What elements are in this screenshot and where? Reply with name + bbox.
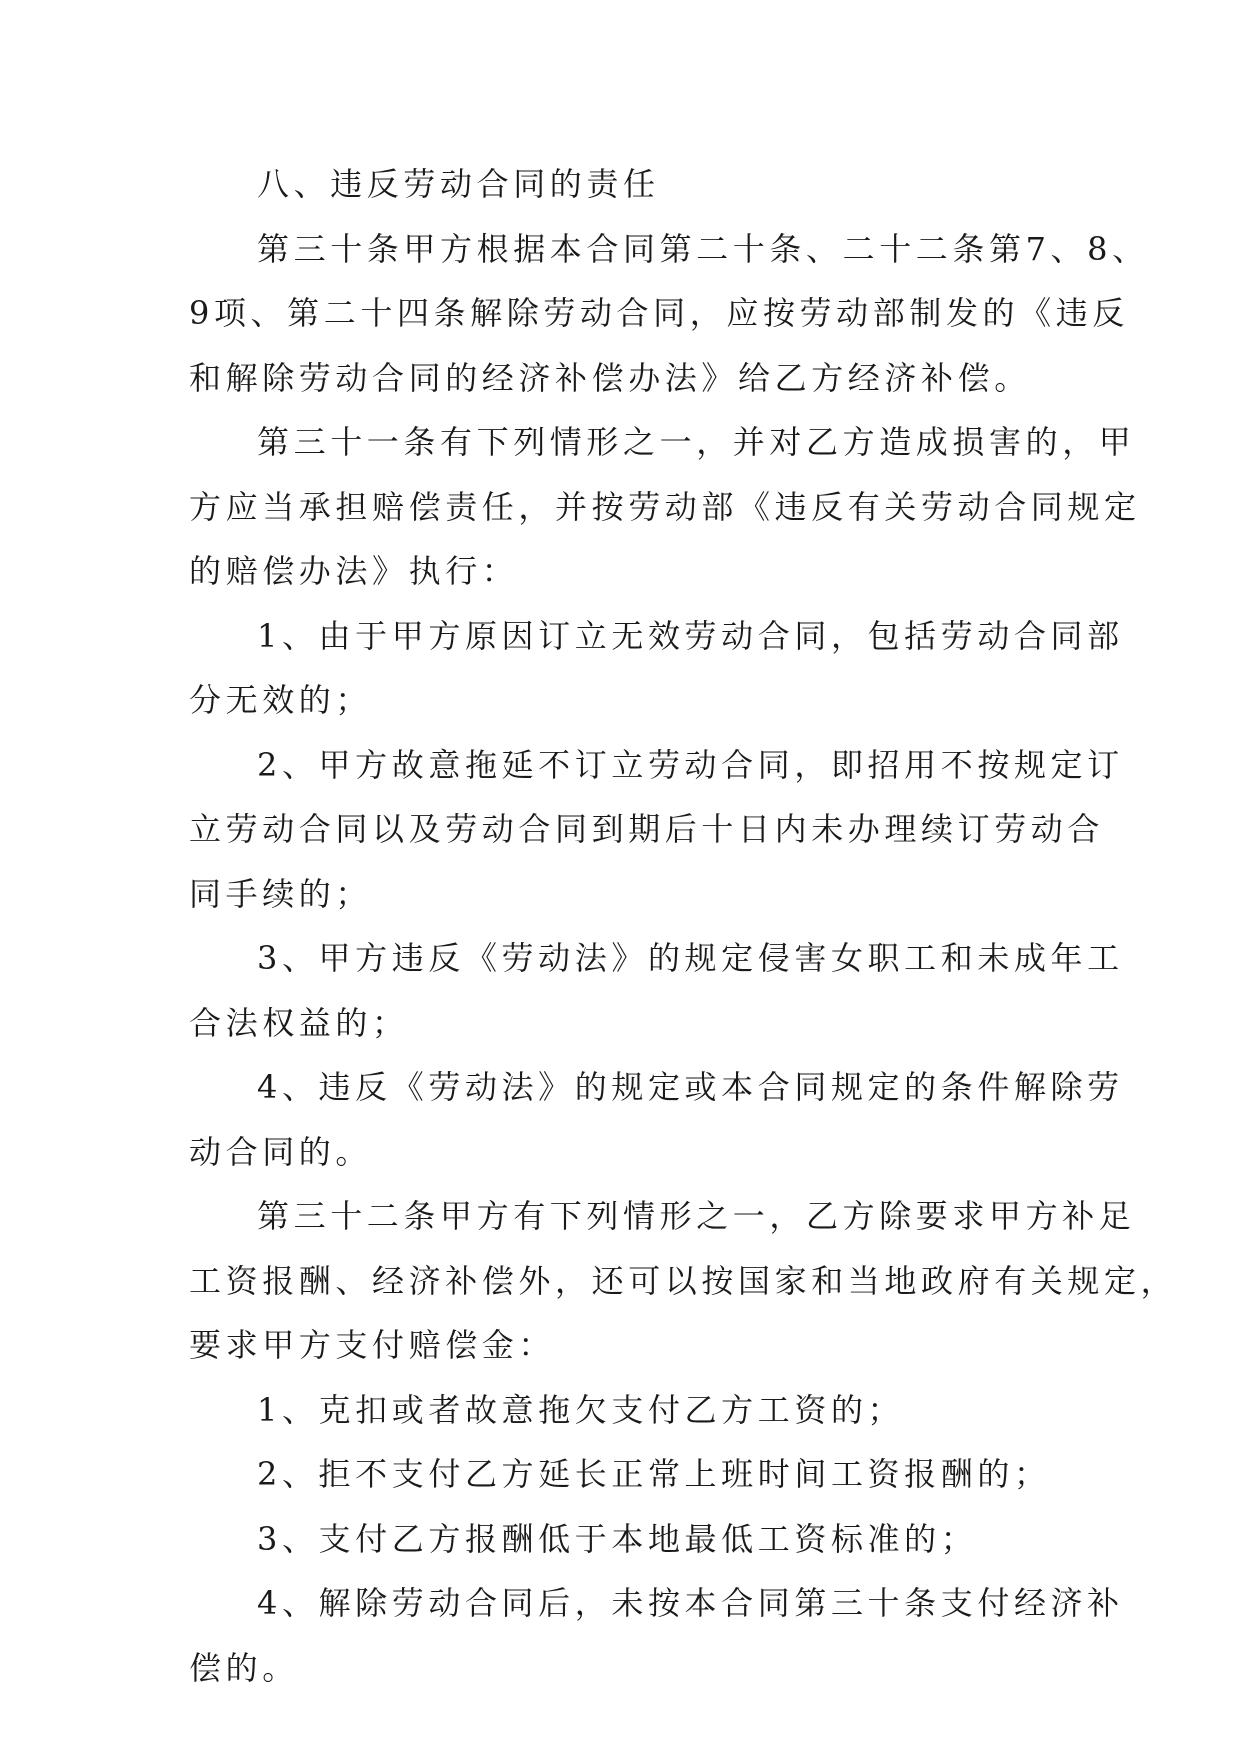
text-line: 的赔偿办法》执行： <box>189 552 519 590</box>
list-item: 2、拒不支付乙方延长正常上班时间工资报酬的； <box>257 1455 1051 1493</box>
text-line: 工资报酬、经济补偿外，还可以按国家和当地政府有关规定， <box>189 1261 1178 1300</box>
text-line: 方应当承担赔偿责任，并按劳动部《违反有关劳动合同规定 <box>189 487 1141 526</box>
text-line: 要求甲方支付赔偿金： <box>189 1326 556 1364</box>
list-item: 4、解除劳动合同后，未按本合同第三十条支付经济补 <box>257 1584 1124 1622</box>
document-body <box>189 152 1178 1700</box>
list-item: 3、支付乙方报酬低于本地最低工资标准的； <box>257 1519 978 1558</box>
section-heading: 八、违反劳动合同的责任 <box>257 165 660 203</box>
text-line: 和解除劳动合同的经济补偿办法》给乙方经济补偿。 <box>189 358 1031 397</box>
text-line: 第三十二条甲方有下列情形之一，乙方除要求甲方补足 <box>257 1197 1136 1235</box>
text-line: 9项、第二十四条解除劳动合同，应按劳动部制发的《违反 <box>189 294 1129 332</box>
text-line: 立劳动合同以及劳动合同到期后十日内未办理续订劳动合 <box>189 810 1105 848</box>
text-line: 同手续的； <box>189 874 373 913</box>
text-line: 第三十一条有下列情形之一，并对乙方造成损害的，甲 <box>257 423 1136 461</box>
text-line: 偿的。 <box>189 1648 299 1687</box>
list-item: 3、甲方违反《劳动法》的规定侵害女职工和未成年工 <box>257 939 1124 977</box>
text-line: 合法权益的； <box>189 1003 409 1042</box>
list-item: 1、由于甲方原因订立无效劳动合同，包括劳动合同部 <box>257 616 1124 655</box>
text-line: 动合同的。 <box>189 1132 373 1171</box>
list-item: 2、甲方故意拖延不订立劳动合同，即招用不按规定订 <box>257 745 1124 784</box>
text-line: 分无效的； <box>189 681 373 719</box>
list-item: 1、克扣或者故意拖欠支付乙方工资的； <box>257 1390 905 1429</box>
text-line: 第三十条甲方根据本合同第二十条、二十二条第7、8、 <box>257 229 1149 268</box>
list-item: 4、违反《劳动法》的规定或本合同规定的条件解除劳 <box>257 1068 1124 1106</box>
